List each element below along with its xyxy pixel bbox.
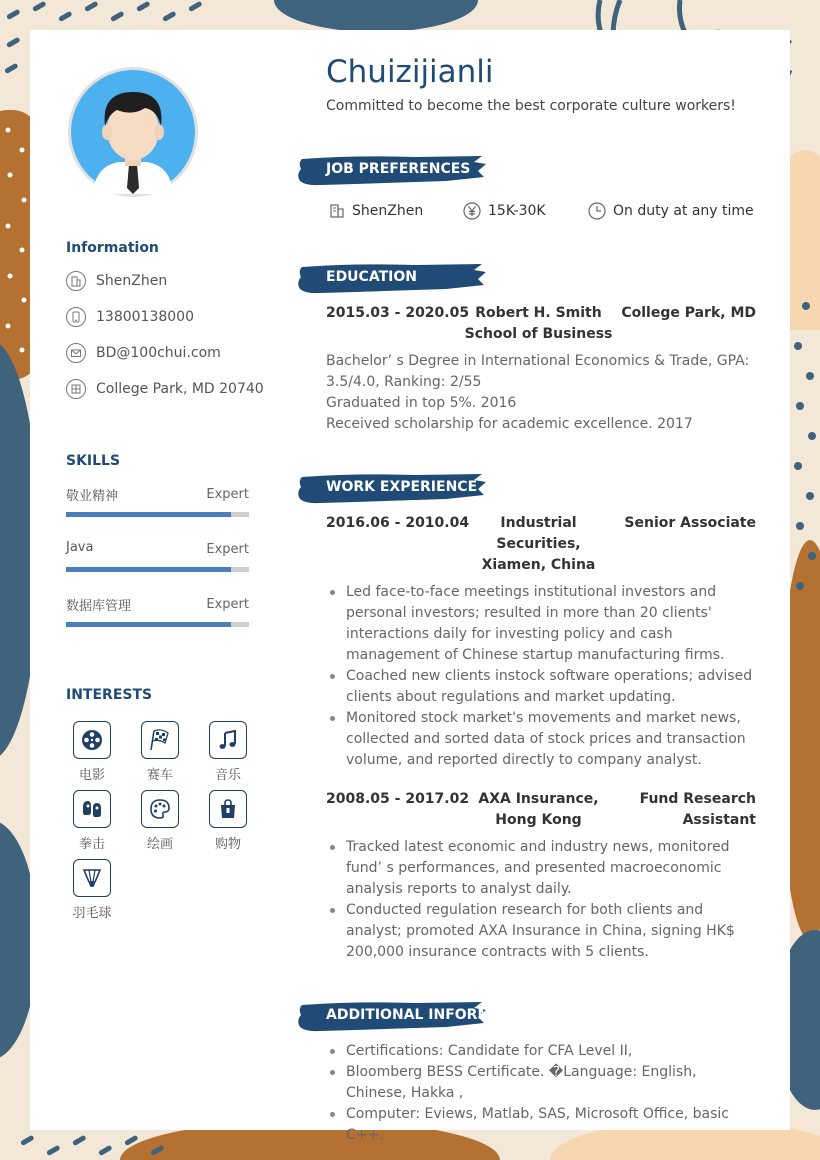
candidate-motto: Committed to become the best corporate culture workers!: [326, 98, 736, 114]
education-line: Received scholarship for academic excellence. 2017: [326, 416, 693, 432]
shuttlecock-icon: [73, 859, 111, 897]
education-location: College Park, MD: [621, 305, 756, 321]
section-job-preferences: [296, 153, 490, 189]
additional-list: [326, 1041, 760, 1146]
info-phone-text: 13800138000: [96, 309, 194, 325]
section-education: [296, 261, 490, 297]
education-header: [326, 303, 756, 347]
yen-coin-icon: [463, 202, 481, 220]
interests-heading: INTERESTS: [66, 687, 153, 703]
additional-item: Certifications: Candidate for CFA Level II,: [326, 1041, 760, 1062]
skill-level: Expert: [206, 542, 249, 557]
job-period: 2016.06 - 2010.04: [326, 515, 470, 531]
skill-name: 敬业精神: [66, 489, 119, 504]
avatar-illustration: [71, 70, 195, 194]
info-address-text: College Park, MD 20740: [96, 381, 264, 397]
palette-icon: [141, 790, 179, 828]
pref-availability: [588, 200, 754, 222]
grid-icon: [66, 379, 86, 399]
interest-boxing: [67, 790, 117, 852]
interest-racing: [135, 721, 185, 783]
job-company: AXA Insurance, Hong Kong: [478, 791, 599, 828]
job-duties: [326, 837, 760, 963]
boxing-gloves-icon: [73, 790, 111, 828]
job-duty: Tracked latest economic and industry news, monitored fund’ s performances, and presented macroeconomic analysis reports to analyst daily.: [326, 837, 760, 900]
interest-label: 购物: [214, 837, 241, 852]
info-address: [66, 378, 264, 400]
skill-item: [66, 540, 249, 580]
interest-badminton: [67, 859, 117, 921]
skill-bar-fill: [66, 567, 231, 572]
education-school: Robert H. Smith School of Business: [464, 305, 613, 342]
info-phone: [66, 306, 194, 328]
section-title: WORK EXPERIENCE: [326, 479, 478, 495]
pref-salary-text: 15K-30K: [488, 203, 546, 219]
pref-city: [329, 200, 423, 222]
education-period: 2015.03 - 2020.05: [326, 305, 470, 321]
section-title: JOB PREFERENCES: [326, 161, 471, 177]
skill-bar-fill: [66, 512, 231, 517]
interest-label: 绘画: [146, 837, 173, 852]
building-icon: [66, 271, 86, 291]
job-header: [326, 789, 756, 833]
skills-heading: SKILLS: [66, 453, 121, 469]
skill-level: Expert: [206, 597, 249, 612]
info-email-text: BD@100chui.com: [96, 345, 221, 361]
candidate-name: Chuizijianli: [326, 54, 494, 90]
skill-item: [66, 485, 249, 525]
info-city: [66, 270, 167, 292]
skill-item: [66, 595, 249, 635]
pref-salary: [463, 200, 546, 222]
film-reel-icon: [73, 721, 111, 759]
interest-label: 羽毛球: [72, 906, 112, 921]
racing-flag-icon: [141, 721, 179, 759]
job-duty: Led face-to-face meetings institutional investors and personal investors; resulted in more than 20 clients' interactions daily for investing policy and cash management of Chinese startup manufacturing firms.: [326, 582, 760, 666]
skill-bar-track: [66, 622, 249, 627]
interest-painting: [135, 790, 185, 852]
resume-sheet: [30, 30, 790, 1143]
interest-label: 音乐: [214, 768, 241, 783]
interest-label: 电影: [78, 768, 105, 783]
pref-city-text: ShenZhen: [352, 203, 424, 219]
education-line: Graduated in top 5%. 2016: [326, 395, 517, 411]
job-header: [326, 513, 756, 577]
job-title: Senior Associate: [624, 515, 756, 531]
skill-name: 数据库管理: [66, 599, 132, 614]
interest-label: 拳击: [78, 837, 105, 852]
interest-shopping: [203, 790, 253, 852]
avatar: [68, 67, 198, 197]
section-work-experience: [296, 471, 490, 507]
mail-icon: [66, 343, 86, 363]
building-icon: [329, 203, 345, 219]
skill-bar-fill: [66, 622, 231, 627]
job-duties: [326, 582, 760, 771]
job-duty: Monitored stock market's movements and market news, collected and sorted data of stock prices and transaction volume, and reported directly to company analyst.: [326, 708, 760, 771]
education-details: [326, 351, 756, 435]
phone-icon: [66, 307, 86, 327]
additional-item: Bloomberg BESS Certificate. �Language: English, Chinese, Hakka ,: [326, 1062, 760, 1104]
skill-bar-track: [66, 512, 249, 517]
section-title: EDUCATION: [326, 269, 417, 285]
additional-item: Computer: Eviews, Matlab, SAS, Microsoft Office, basic C++.: [326, 1104, 760, 1146]
shopping-bag-icon: [209, 790, 247, 828]
skill-bar-track: [66, 567, 249, 572]
job-duty: Conducted regulation research for both clients and analyst; promoted AXA Insurance in China, signing HK$ 200,000 insurance contracts with 5 clients.: [326, 900, 760, 963]
information-heading: Information: [66, 240, 159, 256]
job-period: 2008.05 - 2017.02: [326, 791, 470, 807]
pref-availability-text: On duty at any time: [613, 203, 754, 219]
job-duty: Coached new clients instock software operations; advised clients about regulations and market updating.: [326, 666, 760, 708]
interest-movies: [67, 721, 117, 783]
clock-icon: [588, 202, 606, 220]
music-note-icon: [209, 721, 247, 759]
info-email: [66, 342, 221, 364]
section-additional-information: [296, 999, 540, 1035]
education-line: Bachelor’ s Degree in International Economics & Trade, GPA: 3.5/4.0, Ranking: 2/55: [326, 353, 750, 390]
job-company: Industrial Securities, Xiamen, China: [481, 515, 596, 573]
skill-name: Java: [66, 540, 94, 555]
job-title: Fund Research Assistant: [639, 791, 756, 828]
section-title: ADDITIONAL INFORMATION: [326, 1007, 540, 1023]
skill-level: Expert: [206, 487, 249, 502]
interest-music: [203, 721, 253, 783]
info-city-text: ShenZhen: [96, 273, 168, 289]
interest-label: 赛车: [146, 768, 173, 783]
